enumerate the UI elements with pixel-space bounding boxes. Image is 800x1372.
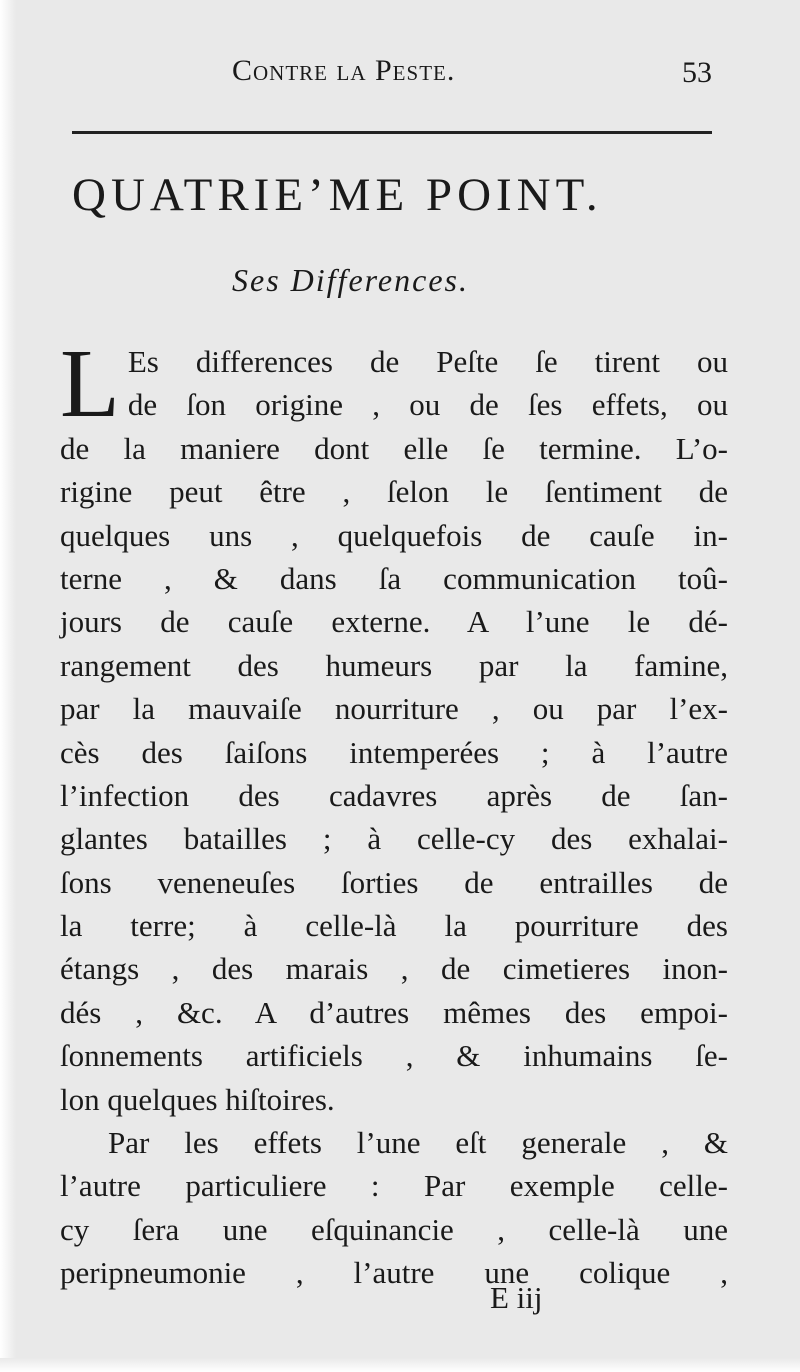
text-line: dés , &c. A d’autres mêmes des empoi- [60, 994, 728, 1030]
paragraph-2 [60, 1121, 728, 1295]
text-line: l’autre particuliere : Par exemple celle- [60, 1168, 728, 1204]
text-line: ſons veneneuſes ſorties de entrailles de [60, 864, 728, 900]
text-line: cès des ſaiſons intemperées ; à l’autre [60, 734, 728, 770]
page-header [72, 52, 712, 102]
text-line: peripneumonie , l’autre une colique , [60, 1255, 728, 1291]
text-line: rigine peut être , ſelon le ſentiment de [60, 474, 728, 510]
body-text [60, 330, 728, 1295]
text-line: de la maniere dont elle ſe termine. L’o- [60, 430, 728, 466]
text-line: ſonnements artificiels , & inhumains ſe- [60, 1038, 728, 1074]
page-edge-left [0, 0, 16, 1372]
text-line: par la mauvaiſe nourriture , ou par l’ex- [60, 691, 728, 727]
paragraph-1 [60, 330, 728, 1121]
text-line: étangs , des marais , de cimetieres inon- [60, 951, 728, 987]
drop-cap: L [60, 330, 120, 438]
text-line: cy ſera une eſquinancie , celle-là une [60, 1211, 728, 1247]
text-line: Par les effets l’une eſt generale , & [108, 1125, 728, 1161]
text-line: quelques uns , quelquefois de cauſe in- [60, 517, 728, 553]
text-line: jours de cauſe externe. A l’une le dé- [60, 604, 728, 640]
running-head: Contre la Peste. [232, 54, 456, 87]
signature-catchword: E iij [490, 1280, 543, 1315]
text-line: terne , & dans ſa communication toû- [60, 560, 728, 596]
text-line: rangement des humeurs par la famine, [60, 647, 728, 683]
section-subtitle: Ses Differences. [232, 262, 469, 298]
page-edge-bottom [0, 1358, 800, 1372]
section-title: QUATRIE’ME POINT. [72, 169, 603, 221]
text-line: glantes batailles ; à celle-cy des exhalai- [60, 821, 728, 857]
text-line: lon quelques hiſtoires. [60, 1081, 335, 1117]
text-line: la terre; à celle-là la pourriture des [60, 908, 728, 944]
header-rule [72, 131, 712, 134]
page-number: 53 [682, 56, 712, 89]
text-line: l’infection des cadavres après de ſan- [60, 777, 728, 813]
text-line: de ſon origine , ou de ſes effets, ou [127, 387, 728, 423]
text-line: Es differences de Peſte ſe tirent ou [127, 344, 728, 379]
